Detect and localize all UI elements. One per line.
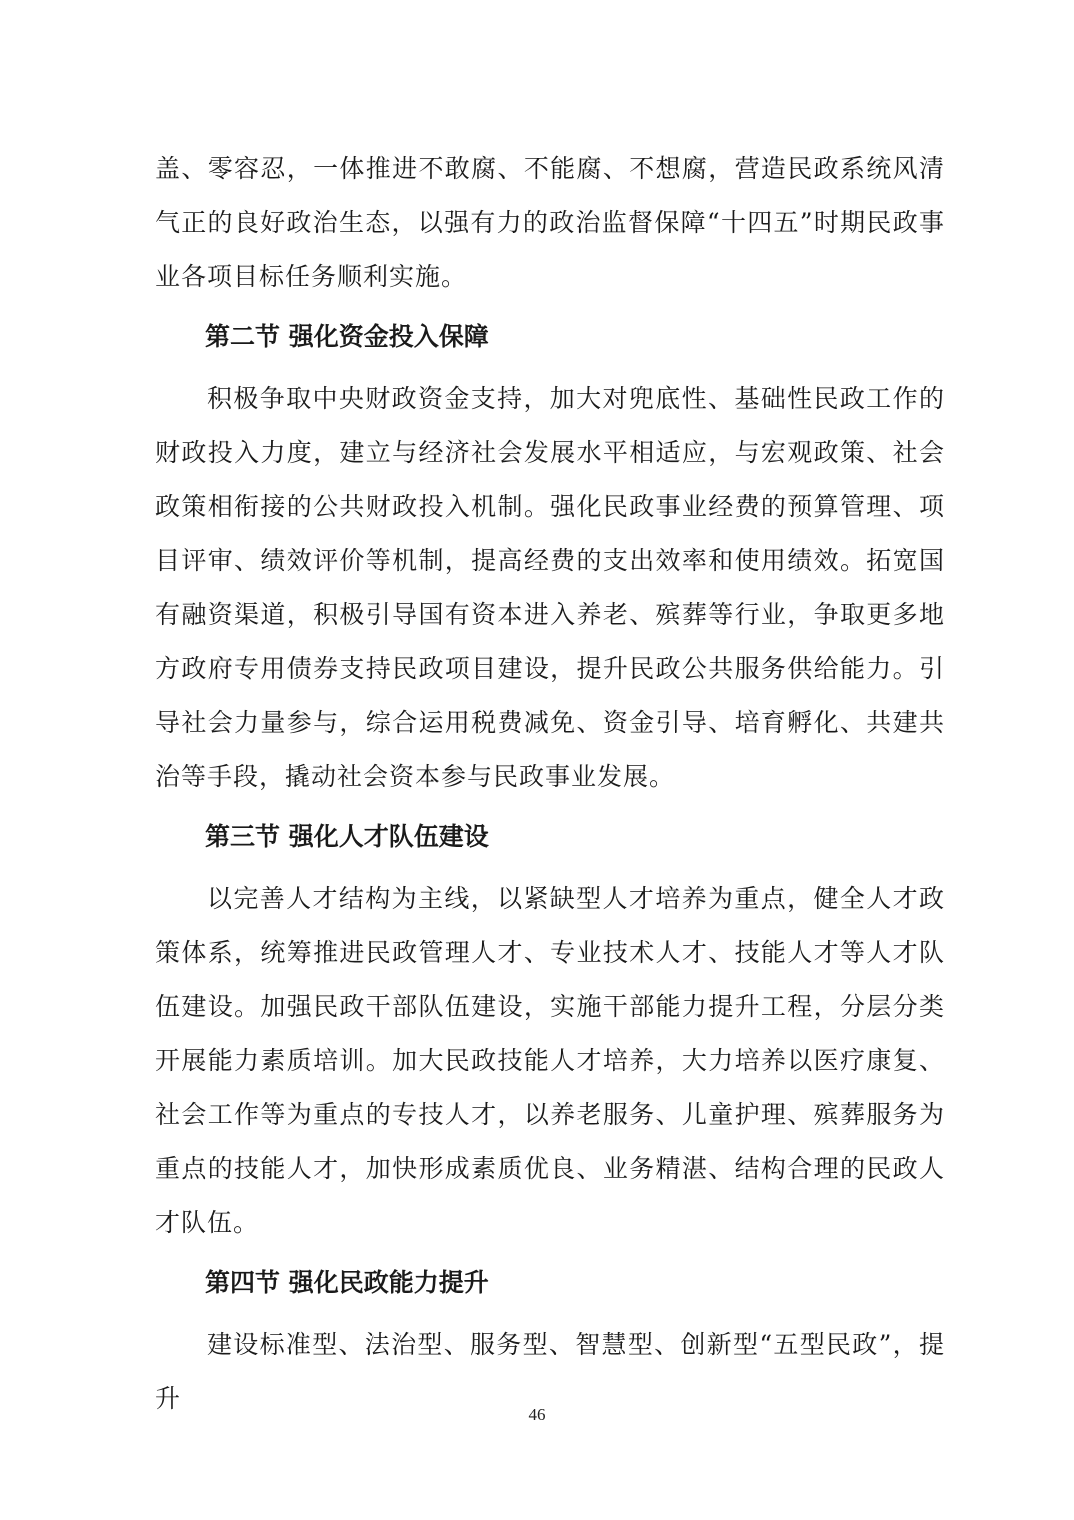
paragraph-talent: 以完善人才结构为主线，以紧缺型人才培养为重点，健全人才政策体系，统筹推进民政管理人才、专业技术人才、技能人才等人才队伍建设。加强民政干部队伍建设，实施干部能力提升工程，分层分类开展能力素质培训。加大民政技能人才培养，大力培养以医疗康复、社会工作等为重点的专技人才，以养老服务、儿童护理、殡葬服务为重点的技能人才，加快形成素质优良、业务精湛、结构合理的民政人才队伍。 <box>155 884 945 1237</box>
section-heading-3: 第三节 强化人才队伍建设 <box>205 822 489 851</box>
paragraph-capability: 建设标准型、法治型、服务型、智慧型、创新型“五型民政”，提升 <box>155 1330 945 1413</box>
section-heading-4: 第四节 强化民政能力提升 <box>205 1268 489 1297</box>
section-heading-2: 第二节 强化资金投入保障 <box>205 322 489 351</box>
paragraph-continuation: 盖、零容忍，一体推进不敢腐、不能腐、不想腐，营造民政系统风清气正的良好政治生态，以强有力的政治监督保障“十四五”时期民政事业各项目标任务顺利实施。 <box>155 154 945 291</box>
paragraph-funding: 积极争取中央财政资金支持，加大对兜底性、基础性民政工作的财政投入力度，建立与经济社会发展水平相适应，与宏观政策、社会政策相衔接的公共财政投入机制。强化民政事业经费的预算管理、项目评审、绩效评价等机制，提高经费的支出效率和使用绩效。拓宽国有融资渠道，积极引导国有资本进入养老、殡葬等行业，争取更多地方政府专用债券支持民政项目建设，提升民政公共服务供给能力。引导社会力量参与，综合运用税费减免、资金引导、培育孵化、共建共治等手段，撬动社会资本参与民政事业发展。 <box>155 384 945 791</box>
page-content <box>155 142 945 1426</box>
page-number: 46 <box>528 1405 546 1424</box>
